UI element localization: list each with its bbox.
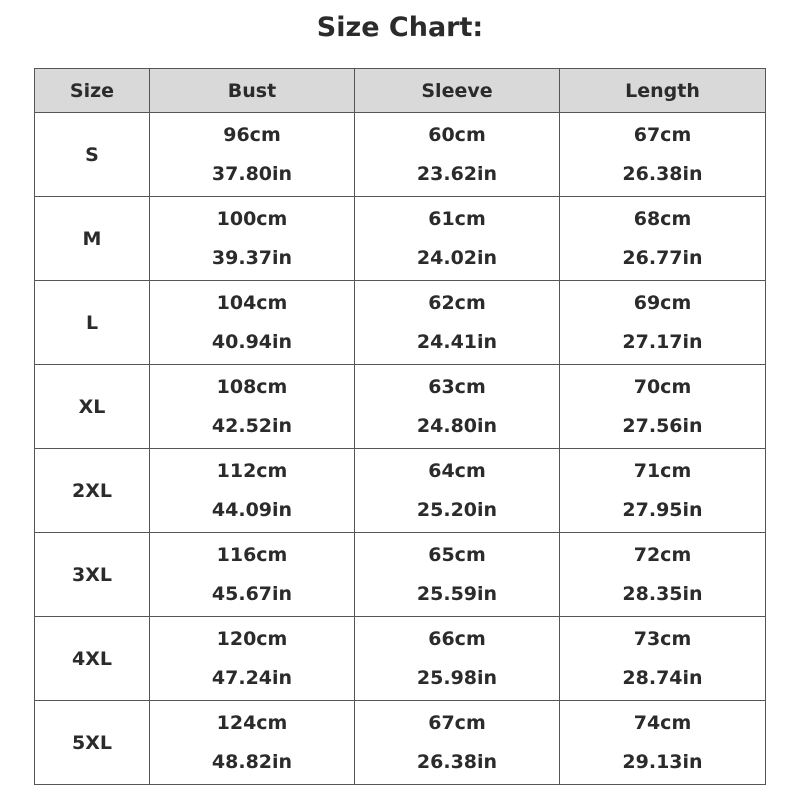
length-cell [560,365,766,449]
size-cell: 4XL [35,617,150,701]
length-cell [560,533,766,617]
length-in-value: 26.38in [622,162,703,185]
length-in-value: 27.95in [622,498,703,521]
sleeve-cm-value: 65cm [428,543,486,566]
table-row [35,197,766,281]
length-cm-value: 68cm [633,207,692,230]
bust-cm-value: 116cm [216,543,288,566]
length-cell [560,701,766,785]
size-cell: 3XL [35,533,150,617]
sleeve-in-value: 24.80in [416,414,498,437]
sleeve-cm-value: 66cm [428,627,486,650]
length-in-value: 28.74in [622,666,703,689]
sleeve-cell [355,365,560,449]
length-in-value: 29.13in [622,750,703,773]
length-cm-value: 69cm [633,291,692,314]
sleeve-cm-value: 61cm [428,207,486,230]
size-cell: 2XL [35,449,150,533]
length-in-value: 28.35in [622,582,703,605]
header-length: Length [560,69,766,113]
table-row [35,533,766,617]
size-chart-table [34,68,766,785]
bust-cell [150,365,355,449]
table-header-row [35,69,766,113]
length-in-value: 27.17in [622,330,703,353]
size-cell: 5XL [35,701,150,785]
table-row [35,701,766,785]
length-cm-value: 73cm [633,627,692,650]
table-body [35,113,766,785]
size-cell: L [35,281,150,365]
bust-in-value: 48.82in [211,750,293,773]
bust-in-value: 45.67in [211,582,293,605]
size-cell: M [35,197,150,281]
bust-cell [150,533,355,617]
table-row [35,365,766,449]
bust-cell [150,701,355,785]
length-cm-value: 70cm [633,375,692,398]
header-bust: Bust [150,69,355,113]
table-row [35,113,766,197]
size-cell: S [35,113,150,197]
sleeve-in-value: 25.20in [416,498,498,521]
table-row [35,281,766,365]
sleeve-cm-value: 60cm [428,123,486,146]
sleeve-cell [355,281,560,365]
bust-cell [150,281,355,365]
sleeve-cm-value: 67cm [428,711,486,734]
bust-in-value: 44.09in [211,498,293,521]
bust-cm-value: 112cm [216,459,288,482]
length-in-value: 26.77in [622,246,703,269]
sleeve-in-value: 25.98in [416,666,498,689]
bust-cell [150,617,355,701]
bust-in-value: 47.24in [211,666,293,689]
sleeve-cell [355,617,560,701]
length-cell [560,449,766,533]
length-in-value: 27.56in [622,414,703,437]
length-cm-value: 71cm [633,459,692,482]
bust-in-value: 39.37in [211,246,293,269]
page-title: Size Chart: [316,12,484,43]
bust-in-value: 37.80in [211,162,293,185]
length-cell [560,281,766,365]
bust-in-value: 42.52in [211,414,293,437]
sleeve-cm-value: 63cm [428,375,486,398]
sleeve-in-value: 26.38in [416,750,498,773]
length-cm-value: 67cm [633,123,692,146]
sleeve-in-value: 24.41in [416,330,498,353]
length-cm-value: 72cm [633,543,692,566]
bust-cm-value: 120cm [216,627,288,650]
bust-in-value: 40.94in [211,330,293,353]
length-cell [560,197,766,281]
bust-cm-value: 124cm [216,711,288,734]
length-cm-value: 74cm [633,711,692,734]
sleeve-cell [355,113,560,197]
table-row [35,449,766,533]
bust-cm-value: 108cm [216,375,288,398]
sleeve-cm-value: 64cm [428,459,486,482]
bust-cell [150,113,355,197]
sleeve-in-value: 23.62in [416,162,498,185]
header-sleeve: Sleeve [355,69,560,113]
bust-cell [150,197,355,281]
table-row [35,617,766,701]
length-cell [560,113,766,197]
bust-cell [150,449,355,533]
length-cell [560,617,766,701]
header-size: Size [35,69,150,113]
sleeve-cell [355,533,560,617]
bust-cm-value: 104cm [216,291,288,314]
sleeve-cell [355,701,560,785]
sleeve-cm-value: 62cm [428,291,486,314]
sleeve-cell [355,197,560,281]
size-cell: XL [35,365,150,449]
bust-cm-value: 100cm [216,207,288,230]
bust-cm-value: 96cm [223,123,281,146]
sleeve-in-value: 24.02in [416,246,498,269]
sleeve-in-value: 25.59in [416,582,498,605]
sleeve-cell [355,449,560,533]
